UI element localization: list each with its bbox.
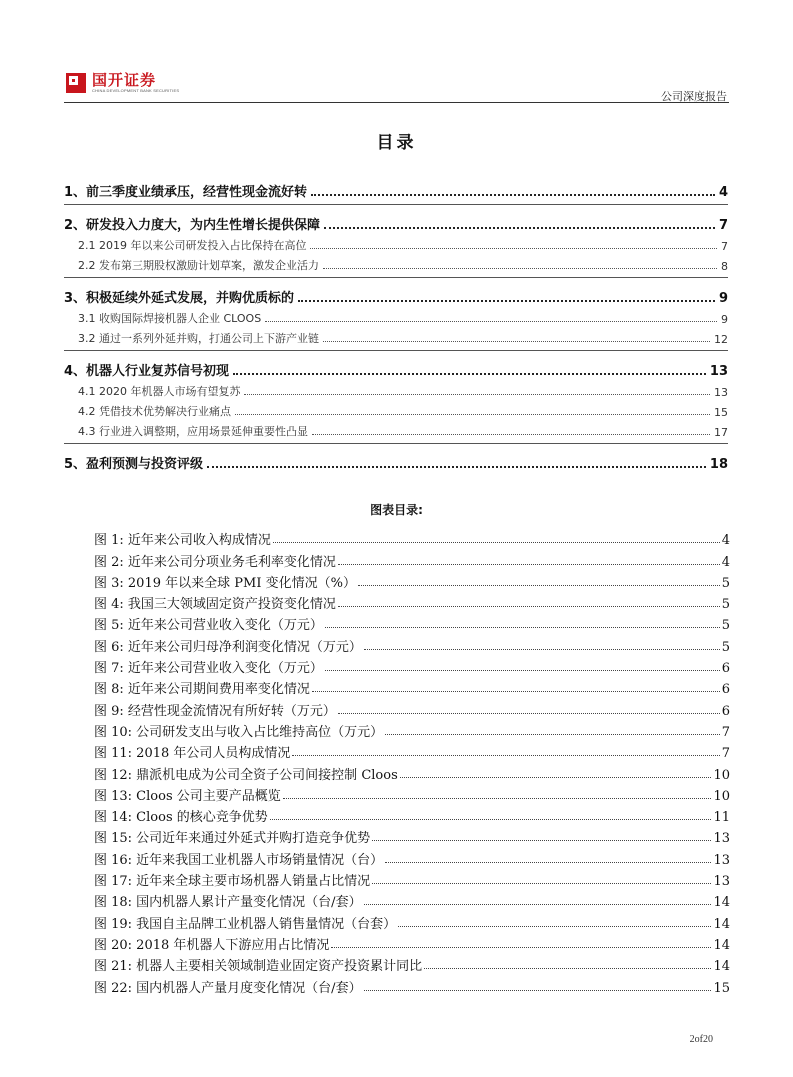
- figure-entry-page: 10: [713, 788, 730, 804]
- figure-entry-text: 图 18: 国内机器人累计产量变化情况（台/套）: [94, 895, 362, 911]
- dot-leader: [292, 755, 719, 756]
- figure-entry[interactable]: [94, 804, 730, 825]
- figure-entry[interactable]: [94, 868, 730, 889]
- toc-section-page: 13: [709, 364, 728, 379]
- figure-entry[interactable]: [94, 633, 730, 654]
- brand-name-cn: 国开证券: [92, 71, 157, 89]
- figure-entry[interactable]: [94, 889, 730, 910]
- figure-entry[interactable]: [94, 910, 730, 931]
- toc-section-page: 9: [718, 291, 728, 306]
- dot-leader: [323, 341, 710, 342]
- figure-entry-text: 图 2: 近年来公司分项业务毛利率变化情况: [94, 554, 336, 570]
- figure-entry-page: 6: [721, 703, 730, 719]
- dot-leader: [364, 990, 712, 991]
- figure-entry[interactable]: [94, 719, 730, 740]
- dot-leader: [364, 649, 720, 650]
- figure-entry-text: 图 14: Cloos 的核心竞争优势: [94, 810, 268, 826]
- toc-subsection-page: 13: [714, 386, 728, 399]
- figure-entry-page: 4: [721, 554, 730, 570]
- figure-entry-page: 5: [721, 597, 730, 613]
- dot-leader: [235, 414, 710, 415]
- figure-entry-text: 图 10: 公司研发支出与收入占比维持高位（万元）: [94, 724, 384, 740]
- figure-entry-page: 13: [713, 852, 730, 868]
- figure-entry-text: 图 11: 2018 年公司人员构成情况: [94, 746, 291, 762]
- figure-entry[interactable]: [94, 527, 730, 548]
- dot-leader: [331, 947, 711, 948]
- figure-entry[interactable]: [94, 932, 730, 953]
- toc-section-text: 4、机器人行业复苏信号初现: [64, 364, 230, 379]
- dot-leader: [310, 248, 717, 249]
- dot-leader: [400, 777, 712, 778]
- dot-leader: [325, 670, 720, 671]
- toc-section-text: 5、盈利预测与投资评级: [64, 457, 204, 472]
- toc-subsection[interactable]: [64, 253, 728, 273]
- figure-entry-text: 图 17: 近年来全球主要市场机器人销量占比情况: [94, 874, 371, 890]
- toc-divider: [64, 277, 728, 278]
- figure-entry-text: 图 21: 机器人主要相关领域制造业固定资产投资累计同比: [94, 959, 423, 975]
- toc-subsection[interactable]: [64, 399, 728, 419]
- toc-section[interactable]: [64, 284, 728, 306]
- figure-entry-page: 10: [713, 767, 730, 783]
- toc-subsection[interactable]: [64, 419, 728, 439]
- figure-entry-text: 图 9: 经营性现金流情况有所好转（万元）: [94, 703, 336, 719]
- toc-divider: [64, 350, 728, 351]
- figure-entry-page: 4: [721, 533, 730, 549]
- toc-section[interactable]: [64, 450, 728, 472]
- figure-entry[interactable]: [94, 783, 730, 804]
- dot-leader: [283, 798, 712, 799]
- header-divider: [64, 102, 729, 103]
- figure-entry-text: 图 5: 近年来公司营业收入变化（万元）: [94, 618, 323, 634]
- dot-leader: [270, 819, 712, 820]
- figure-entry-page: 5: [721, 575, 730, 591]
- toc-title: 目录: [376, 133, 417, 153]
- figure-entry-page: 13: [713, 874, 730, 890]
- toc-divider: [64, 204, 728, 205]
- toc-subsection-text: 3.1 收购国际焊接机器人企业 CLOOS: [78, 312, 262, 325]
- dot-leader: [233, 373, 706, 375]
- dot-leader: [325, 627, 720, 628]
- page-number: 2of20: [689, 1034, 713, 1045]
- figure-entry[interactable]: [94, 953, 730, 974]
- figure-entry-page: 11: [713, 810, 730, 826]
- toc-subsection-page: 8: [721, 260, 728, 273]
- toc-section-page: 18: [709, 457, 728, 472]
- figure-entry-text: 图 16: 近年来我国工业机器人市场销量情况（台）: [94, 852, 384, 868]
- toc-section[interactable]: [64, 178, 728, 200]
- figure-entry[interactable]: [94, 591, 730, 612]
- figure-entry[interactable]: [94, 740, 730, 761]
- toc-section-text: 3、积极延续外延式发展，并购优质标的: [64, 291, 295, 306]
- dot-leader: [324, 227, 715, 229]
- brand-name-en: CHINA DEVELOPMENT BANK SECURITIES: [92, 88, 180, 93]
- dot-leader: [265, 321, 717, 322]
- figure-entry-text: 图 1: 近年来公司收入构成情况: [94, 533, 271, 549]
- toc-subsection[interactable]: [64, 326, 728, 346]
- brand-logo: [66, 72, 179, 93]
- dot-leader: [372, 883, 711, 884]
- toc-subsection[interactable]: [64, 379, 728, 399]
- dot-leader: [364, 904, 712, 905]
- figure-entry-text: 图 4: 我国三大领域固定资产投资变化情况: [94, 597, 336, 613]
- figure-entry-text: 图 3: 2019 年以来全球 PMI 变化情况（%）: [94, 575, 356, 591]
- figure-entry-page: 6: [721, 661, 730, 677]
- dot-leader: [311, 194, 715, 196]
- figure-entry[interactable]: [94, 697, 730, 718]
- figure-entry-page: 7: [721, 746, 730, 762]
- figure-entry-page: 14: [713, 916, 730, 932]
- figure-entry-text: 图 22: 国内机器人产量月度变化情况（台/套）: [94, 980, 362, 996]
- figures-list: [94, 527, 730, 996]
- dot-leader: [312, 691, 720, 692]
- dot-leader: [372, 840, 711, 841]
- report-type-label: 公司深度报告: [661, 90, 727, 103]
- figure-entry-text: 图 13: Cloos 公司主要产品概览: [94, 788, 281, 804]
- dot-leader: [338, 713, 720, 714]
- figure-entry[interactable]: [94, 974, 730, 995]
- dot-leader: [298, 300, 715, 302]
- figure-entry-page: 7: [721, 724, 730, 740]
- toc-subsection-text: 2.2 发布第三期股权激励计划草案，激发企业活力: [78, 259, 319, 272]
- brand-logo-text: [92, 72, 179, 93]
- figure-entry[interactable]: [94, 612, 730, 633]
- dot-leader: [398, 926, 711, 927]
- figure-entry[interactable]: [94, 825, 730, 846]
- figure-entry[interactable]: [94, 548, 730, 569]
- figure-entry[interactable]: [94, 676, 730, 697]
- figure-entry[interactable]: [94, 846, 730, 867]
- dot-leader: [338, 564, 720, 565]
- figure-entry-page: 15: [713, 980, 730, 996]
- figure-entry-page: 14: [713, 895, 730, 911]
- dot-leader: [323, 268, 717, 269]
- toc-section-text: 1、前三季度业绩承压，经营性现金流好转: [64, 185, 308, 200]
- figures-list-title: 图表目录:: [370, 503, 423, 517]
- toc-subsection-page: 12: [714, 333, 728, 346]
- figure-entry[interactable]: [94, 761, 730, 782]
- dot-leader: [312, 434, 710, 435]
- figure-entry-text: 图 8: 近年来公司期间费用率变化情况: [94, 682, 310, 698]
- dot-leader: [244, 394, 710, 395]
- figure-entry-page: 14: [713, 937, 730, 953]
- toc-subsection-page: 9: [721, 313, 728, 326]
- toc-subsection-page: 15: [714, 406, 728, 419]
- toc-section[interactable]: [64, 357, 728, 379]
- figure-entry-page: 6: [721, 682, 730, 698]
- figure-entry[interactable]: [94, 655, 730, 676]
- figure-entry-text: 图 7: 近年来公司营业收入变化（万元）: [94, 661, 323, 677]
- figure-entry[interactable]: [94, 570, 730, 591]
- toc-subsection[interactable]: [64, 306, 728, 326]
- toc-subsection-text: 4.1 2020 年机器人市场有望复苏: [78, 385, 241, 398]
- toc-section-page: 4: [718, 185, 728, 200]
- toc-divider: [64, 443, 728, 444]
- toc-subsection-text: 4.3 行业进入调整期，应用场景延伸重要性凸显: [78, 425, 308, 438]
- toc-section-text: 2、研发投入力度大，为内生性增长提供保障: [64, 218, 321, 233]
- dot-leader: [273, 542, 720, 543]
- toc-section[interactable]: [64, 211, 728, 233]
- figure-entry-text: 图 6: 近年来公司归母净利润变化情况（万元）: [94, 639, 362, 655]
- toc-subsection-page: 7: [721, 240, 728, 253]
- figure-entry-page: 5: [721, 618, 730, 634]
- dot-leader: [424, 968, 711, 969]
- figure-entry-text: 图 15: 公司近年来通过外延式并购打造竞争优势: [94, 831, 371, 847]
- toc-subsection-text: 4.2 凭借技术优势解决行业痛点: [78, 405, 231, 418]
- toc-subsection-text: 3.2 通过一系列外延并购，打通公司上下游产业链: [78, 332, 319, 345]
- dot-leader: [385, 734, 720, 735]
- table-of-contents: [64, 178, 728, 472]
- figure-entry-text: 图 20: 2018 年机器人下游应用占比情况: [94, 937, 330, 953]
- toc-subsection-page: 17: [714, 426, 728, 439]
- toc-subsection-text: 2.1 2019 年以来公司研发投入占比保持在高位: [78, 239, 307, 252]
- brand-logo-icon: [66, 73, 86, 93]
- figure-entry-page: 13: [713, 831, 730, 847]
- toc-section-page: 7: [718, 218, 728, 233]
- figure-entry-text: 图 12: 鼎派机电成为公司全资子公司间接控制 Cloos: [94, 767, 398, 783]
- dot-leader: [207, 466, 706, 468]
- dot-leader: [385, 862, 711, 863]
- dot-leader: [358, 585, 720, 586]
- toc-subsection[interactable]: [64, 233, 728, 253]
- figure-entry-page: 5: [721, 639, 730, 655]
- figure-entry-page: 14: [713, 959, 730, 975]
- dot-leader: [338, 606, 720, 607]
- figure-entry-text: 图 19: 我国自主品牌工业机器人销售量情况（台套）: [94, 916, 397, 932]
